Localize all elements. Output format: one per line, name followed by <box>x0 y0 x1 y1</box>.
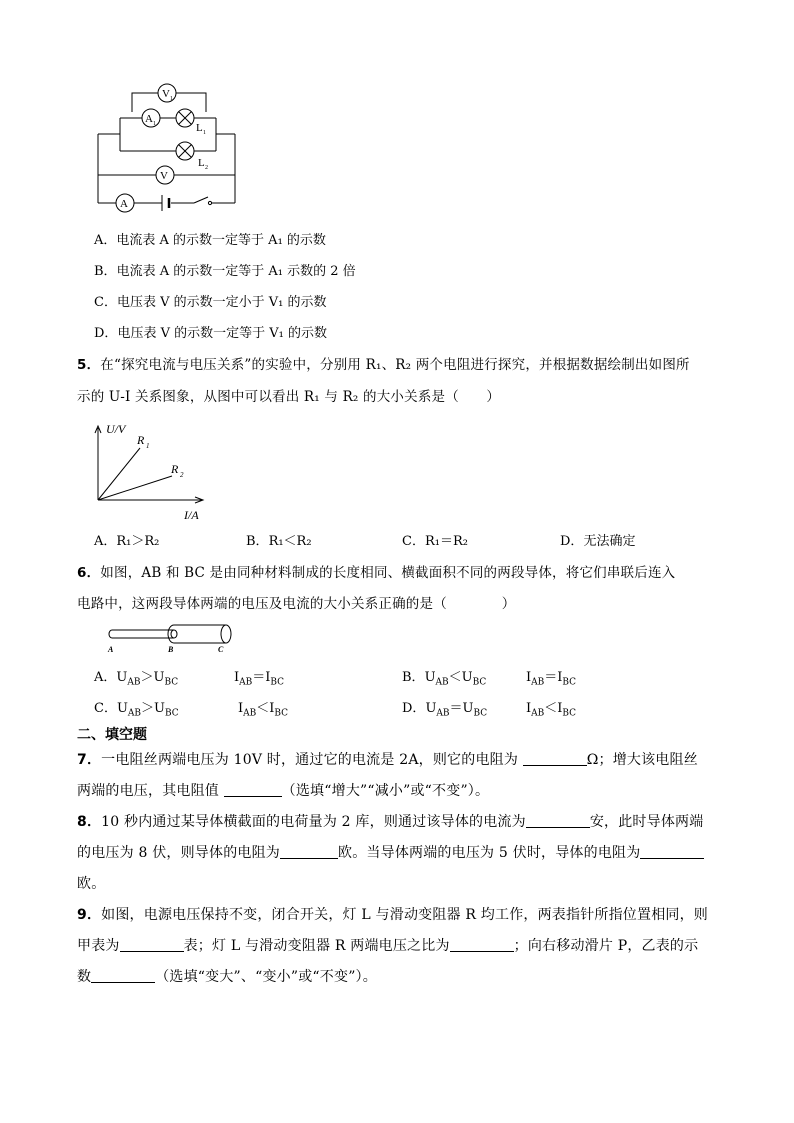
option-letter: B． <box>402 670 425 685</box>
q6-stem-line2: 电路中，这两段导体两端的电压及电流的大小关系正确的是（ ） <box>77 596 516 612</box>
stem-text: （选填“变大”、“变小”或“不变”）。 <box>155 969 377 985</box>
answer-blank[interactable] <box>523 751 587 766</box>
option-letter: C． <box>94 295 117 310</box>
q6-option-b[interactable] <box>402 666 486 688</box>
q9-stem-line3 <box>77 966 377 986</box>
option-letter: A． <box>94 233 117 248</box>
answer-blank[interactable] <box>640 844 704 859</box>
question-number: 6． <box>77 565 101 581</box>
q9-stem-line2 <box>77 935 698 955</box>
r2-label: R <box>171 462 179 476</box>
stem-text: 欧。当导体两端的电压为 5 伏时，导体的电阻为 <box>338 845 641 861</box>
a-label: A <box>120 198 128 210</box>
q8-stem-line3: 欧。 <box>77 876 106 892</box>
q6-option-c-current: $I_{AB}<I_{BC}$ <box>238 701 289 719</box>
q7-stem-line1 <box>77 749 698 769</box>
option-letter: C． <box>402 534 425 549</box>
a1-sub: 1 <box>153 121 156 127</box>
option-letter: A． <box>94 670 117 685</box>
option-letter: D． <box>94 326 118 341</box>
answer-blank[interactable] <box>120 937 184 952</box>
voltage-relation: $U_{AB}<U_{BC}$ <box>424 670 487 688</box>
r1-label: R <box>137 433 145 447</box>
l1-label: L <box>196 122 203 134</box>
stem-text: 如图，AB 和 BC 是由同种材料制成的长度相同、横截面积不同的两段导体，将它们串联后连入 <box>100 565 676 581</box>
r1-sub: 1 <box>146 442 150 450</box>
q6-option-d[interactable] <box>402 697 487 719</box>
question-number: 7． <box>77 752 102 768</box>
l1-sub: 1 <box>203 130 206 136</box>
q6-option-b-current: $I_{AB}=I_{BC}$ <box>526 670 577 688</box>
q6-option-c[interactable] <box>94 697 179 719</box>
stem-text: Ω；增大该电阻丝 <box>586 752 698 768</box>
v1-label: V <box>162 88 170 100</box>
option-text: R₁＝R₂ <box>424 534 468 549</box>
voltage-relation: $U_{AB}>U_{BC}$ <box>116 670 179 688</box>
point-b-label: B <box>168 645 174 654</box>
q5-stem-line2: 示的 U-I 关系图象，从图中可以看出 R₁ 与 R₂ 的大小关系是（ ） <box>77 389 501 405</box>
option-text: 电流表 A 的示数一定等于 A₁ 示数的 2 倍 <box>116 264 356 279</box>
answer-blank[interactable] <box>91 968 155 983</box>
option-letter: B． <box>94 264 117 279</box>
answer-blank[interactable] <box>280 844 338 859</box>
ui-graph <box>90 418 220 526</box>
stem-text: 一电阻丝两端电压为 10V 时，通过它的电流是 2A，则它的电阻为 <box>101 752 523 768</box>
q4-option-c[interactable] <box>94 291 326 310</box>
stem-text: 安，此时导体两端 <box>589 814 704 830</box>
q5-stem-line1 <box>77 353 690 373</box>
stem-text: 如图，电源电压保持不变，闭合开关，灯 L 与滑动变阻器 R 均工作，两表指针所指位置相同，则 <box>101 907 708 923</box>
q6-option-a-current: $I_{AB}=I_{BC}$ <box>234 670 285 688</box>
q5-option-a[interactable] <box>94 530 159 549</box>
point-c-label: C <box>218 645 224 654</box>
stem-text: 表；灯 L 与滑动变阻器 R 两端电压之比为 <box>183 938 450 954</box>
option-text: 电流表 A 的示数一定等于 A₁ 的示数 <box>116 233 326 248</box>
section-title: 二、填空题 <box>77 727 147 743</box>
question-number: 9． <box>77 907 102 923</box>
q8-stem-line2 <box>77 842 704 862</box>
option-text: 电压表 V 的示数一定等于 V₁ 的示数 <box>117 326 327 341</box>
answer-blank[interactable] <box>450 937 514 952</box>
q8-stem-line1 <box>77 811 703 831</box>
answer-blank[interactable] <box>526 813 590 828</box>
stem-text: 数 <box>77 969 92 985</box>
option-letter: A． <box>94 534 117 549</box>
option-text: 无法确定 <box>583 534 636 549</box>
q9-stem-line1 <box>77 904 708 924</box>
stem-text: 10 秒内通过某导体横截面的电荷量为 2 库，则通过该导体的电流为 <box>101 814 526 830</box>
option-letter: C． <box>94 701 117 716</box>
answer-blank[interactable] <box>224 782 282 797</box>
l2-label: L <box>198 157 205 169</box>
r2-sub: 2 <box>180 471 184 479</box>
q7-stem-line2 <box>77 780 489 800</box>
l2-sub: 2 <box>205 165 208 171</box>
option-letter: B． <box>246 534 269 549</box>
y-axis-label: U/V <box>106 422 126 436</box>
x-axis-label: I/A <box>184 508 199 522</box>
stem-text: 在“探究电流与电压关系”的实验中，分别用 R₁、R₂ 两个电阻进行探究，并根据数据绘制出如图所 <box>100 357 690 373</box>
q5-option-b[interactable] <box>246 530 312 549</box>
q5-option-d[interactable] <box>560 530 635 549</box>
v-label: V <box>160 170 168 182</box>
q6-stem-line1 <box>77 561 675 581</box>
q4-option-a[interactable] <box>94 229 326 248</box>
option-text: 电压表 V 的示数一定小于 V₁ 的示数 <box>116 295 327 310</box>
q5-option-c[interactable] <box>402 530 468 549</box>
circuit-diagram <box>90 78 250 218</box>
stem-text: （选填“增大”“减小”或“不变”）。 <box>281 783 490 799</box>
q4-option-b[interactable] <box>94 260 356 279</box>
v1-sub: 1 <box>170 96 173 102</box>
stem-text: 两端的电压，其电阻值 <box>77 783 224 799</box>
voltage-relation: $U_{AB}>U_{BC}$ <box>116 701 179 719</box>
stem-text: ；向右移动滑片 P，乙表的示 <box>513 938 699 954</box>
stem-text: 的电压为 8 伏，则导体的电阻为 <box>77 845 281 861</box>
conductor-figure <box>102 620 242 654</box>
q6-option-d-current: $I_{AB}<I_{BC}$ <box>526 701 577 719</box>
option-text: R₁＜R₂ <box>268 534 312 549</box>
a1-label: A <box>145 113 153 125</box>
option-letter: D． <box>402 701 426 716</box>
point-a-label: A <box>108 645 114 654</box>
voltage-relation: $U_{AB}=U_{BC}$ <box>425 701 488 719</box>
option-letter: D． <box>560 534 584 549</box>
q6-option-a[interactable] <box>94 666 178 688</box>
option-text: R₁＞R₂ <box>116 534 160 549</box>
question-number: 8． <box>77 814 102 830</box>
stem-text: 甲表为 <box>77 938 120 954</box>
question-number: 5． <box>77 357 101 373</box>
q4-option-d[interactable] <box>94 322 327 341</box>
